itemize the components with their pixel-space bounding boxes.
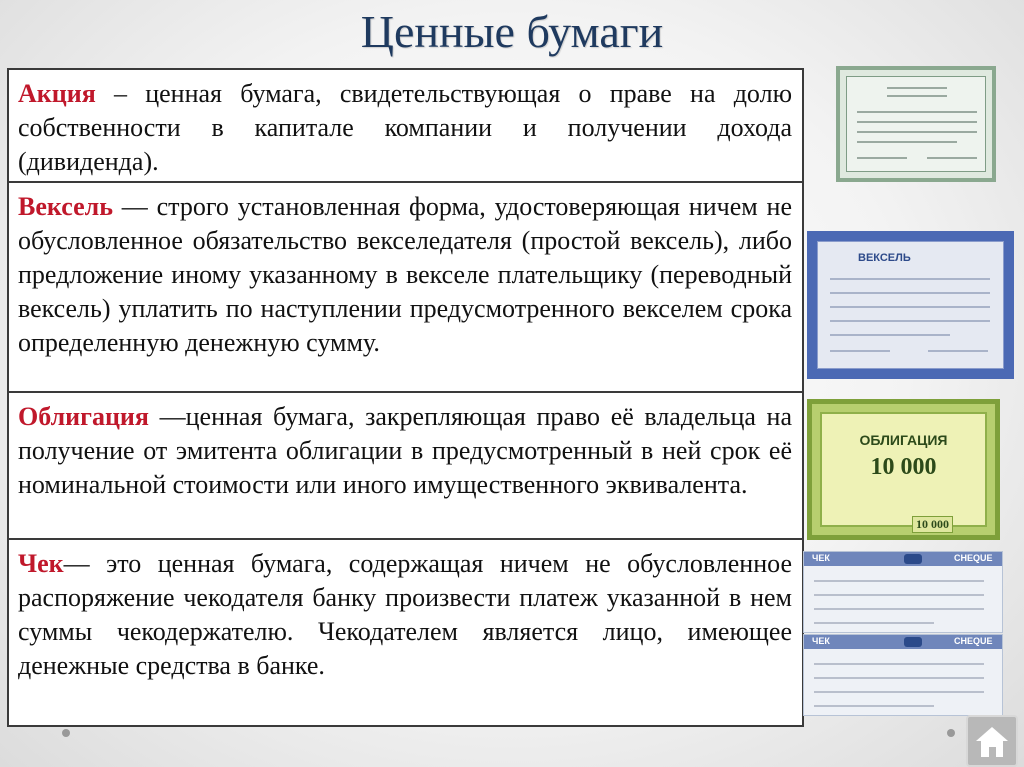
cheque-label-en: CHEQUE: [954, 636, 993, 646]
term-share: Акция: [18, 79, 96, 108]
cheque-image-1: [803, 551, 1003, 633]
cheque-emblem: [904, 637, 922, 647]
promissory-note-heading: ВЕКСЕЛЬ: [858, 252, 911, 264]
cheque-emblem: [904, 554, 922, 564]
bond-image: [807, 399, 1000, 540]
table-row: [9, 70, 802, 183]
page-title: Ценные бумаги: [360, 6, 664, 57]
share-certificate-body: [846, 76, 986, 172]
slide-dot-right: [947, 729, 955, 737]
share-certificate-image: [836, 66, 996, 182]
cheque-image-2: [803, 634, 1003, 716]
cheque-label-en: CHEQUE: [954, 553, 993, 563]
bond-value: 10 000: [870, 454, 937, 480]
table-row: [9, 393, 802, 540]
home-button[interactable]: [966, 715, 1018, 767]
cheque-label: ЧЕК: [812, 553, 830, 563]
cheque-band: [804, 552, 1002, 566]
cheque-band: [804, 635, 1002, 649]
bond-body: [820, 412, 987, 531]
bond-heading: ОБЛИГАЦИЯ: [859, 432, 948, 448]
definition-cheque: — это ценная бумага, содержащая ничем не обусловленное распоряжение чекодателя банку произвести платеж указанной в нем суммы чекодержателю. Чекодателем является лицо, имеющее денежные средства в банке.: [18, 549, 792, 680]
definition-share: – ценная бумага, свидетельствующая о праве на долю собственности в капитале компании и получении дохода (дивиденда).: [18, 79, 792, 176]
cheque-label: ЧЕК: [812, 636, 830, 646]
definition-bond: —ценная бумага, закрепляющая право её владельца на получение от эмитента облигации в предусмотренный в ней срок её номинальной стоимости или иного имущественного эквивалента.: [18, 402, 792, 499]
term-promissory-note: Вексель: [18, 192, 113, 221]
term-cheque: Чек: [18, 549, 64, 578]
table-row: [9, 183, 802, 393]
term-bond: Облигация: [18, 402, 149, 431]
promissory-note-body: [817, 241, 1004, 369]
table-row: [9, 540, 802, 725]
promissory-note-image: [807, 231, 1014, 379]
definitions-table: [7, 68, 804, 727]
definition-promissory-note: — строго установленная форма, удостоверяющая ничем не обусловленное обязательство векселедателя (простой вексель), либо предложение иному указанному в векселе плательщику (переводный вексель) уплатить по наступлении предусмотренного векселем срока определенную денежную сумму.: [18, 192, 792, 357]
slide-dot-left: [62, 729, 70, 737]
home-icon: [968, 717, 1016, 765]
bond-value-small: 10 000: [912, 516, 953, 533]
